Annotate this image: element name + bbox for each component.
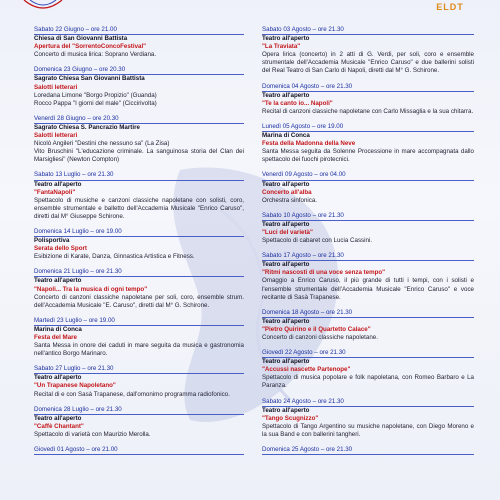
event-venue: Teatro all'aperto xyxy=(262,317,310,325)
event-date: Domenica 18 Agosto – ore 21.30 xyxy=(262,309,474,318)
event-item xyxy=(262,26,474,76)
event-date: Martedì 23 Luglio – ore 19.00 xyxy=(34,317,244,326)
event-description: Spettacolo di musica popolare e folk napoletana, con Romeo Barbaro e La Paranza. xyxy=(262,374,474,390)
event-venue: Sagrato Chiesa San Giovanni Battista xyxy=(34,75,145,83)
event-date: Domenica 23 Giugno – ore 20.30 xyxy=(34,66,244,75)
event-date: Sabato 17 Agosto – ore 21.30 xyxy=(262,252,474,261)
event-title: "Tango Scugnizzo" xyxy=(262,414,319,422)
event-title: "Caffè Chantant" xyxy=(34,422,84,430)
event-item xyxy=(34,228,244,261)
event-title: Apertura del "SorrentoConcoFestival" xyxy=(34,43,147,51)
event-description: Santa Messa seguita da Solenne Processione in mare accompagnata dallo spettacolo dei fuochi pirotecnici. xyxy=(262,148,474,164)
event-date: Lunedì 05 Agosto – ore 19.00 xyxy=(262,123,474,132)
event-title: "Un Trapanese Napoletano" xyxy=(34,382,116,390)
event-title: Concerto all'alba xyxy=(262,188,312,196)
event-venue: Teatro all'aperto xyxy=(262,180,310,188)
event-item xyxy=(262,123,474,164)
event-description: Loredana Limone "Borgo Propizio" (Guanda) Rocco Pappa "I giorni del male" (Ciccirivolta) xyxy=(34,91,157,107)
event-venue: Polisportiva xyxy=(34,237,70,245)
event-venue: Teatro all'aperto xyxy=(262,220,310,228)
event-description: Spettacolo di cabaret con Lucia Cassini. xyxy=(262,237,373,245)
event-description: Opera lirica (concerto) in 2 atti di G. Verdi, per soli, coro e ensemble strumentale dell'Accademia Musicale "Enrico Caruso" e due ballerini solisti del Real Teatro di San Carlo di Napoli, diretti dal M° G. Schirone. xyxy=(262,51,474,75)
event-item xyxy=(262,446,474,455)
event-date: Sabato 13 Luglio – ore 21.30 xyxy=(34,171,244,180)
festival-logo xyxy=(22,0,64,14)
event-description: Orchestra sinfonica. xyxy=(262,196,318,204)
event-title: Serata dello Sport xyxy=(34,245,87,253)
sponsor-logo-text: ELDT xyxy=(436,2,464,12)
event-item xyxy=(34,406,244,439)
event-item xyxy=(262,309,474,342)
event-item xyxy=(34,115,244,165)
event-item xyxy=(34,317,244,358)
event-venue: Teatro all'aperto xyxy=(34,414,82,422)
event-venue: Teatro all'aperto xyxy=(262,35,310,43)
event-title: "La Traviata" xyxy=(262,43,301,51)
event-description: Spettacolo di Tango Argentino su musiche napoletane, con Diego Moreno e la sua Band e con ballerini tangheri. xyxy=(262,422,474,438)
event-item xyxy=(262,212,474,245)
event-description: Concerto di canzoni classiche napoletane per soli, coro, ensemble strum. dell'Accademia Musicale "E. Caruso", diretti dal M° G. Schirone. xyxy=(34,293,244,309)
event-date: Sabato 24 Agosto – ore 21.30 xyxy=(262,398,474,407)
event-date: Giovedì 01 Agosto – ore 21.00 xyxy=(34,446,244,455)
event-venue: Marina di Conca xyxy=(34,325,82,333)
event-title: "Ritmi nascosti di una voce senza tempo" xyxy=(262,269,386,277)
event-title: "Accussì nascette Partenope" xyxy=(262,366,351,374)
event-item xyxy=(34,26,244,59)
event-item xyxy=(262,398,474,439)
event-item xyxy=(34,171,244,221)
event-item xyxy=(34,268,244,309)
event-venue: Marina di Conca xyxy=(262,132,310,140)
event-item xyxy=(262,83,474,116)
event-item xyxy=(34,446,244,455)
event-description: Spettacolo di varietà con Maurizio Merolla. xyxy=(34,430,151,438)
event-title: "Te la canto io... Napoli" xyxy=(262,99,333,107)
event-description: Concerto di canzoni classiche napoletane. xyxy=(262,334,378,341)
event-date: Domenica 14 Luglio – ore 19.00 xyxy=(34,228,244,237)
event-date: Venerdì 28 Giugno – ore 20.30 xyxy=(34,115,244,124)
event-venue: Teatro all'aperto xyxy=(262,91,310,99)
event-title: Festa del Mare xyxy=(34,334,77,341)
event-date: Venerdì 09 Agosto – ore 04.00 xyxy=(262,171,474,180)
event-venue: Teatro all'aperto xyxy=(34,374,82,382)
event-date: Sabato 22 Giugno – ore 21.00 xyxy=(34,26,244,35)
event-item xyxy=(34,66,244,107)
event-description: Recital di e con Sasà Trapanese, dall'omonimo programma radiofonico. xyxy=(34,390,230,398)
event-description: Omaggio a Enrico Caruso, il più grande di tutti i tempi, con i solisti e l'ensemble strumentale dell'Accademia Musicale "Enrico Caruso" e voce recitante di Sasà Trapanese. xyxy=(262,277,474,301)
event-title: "Luci del varietà" xyxy=(262,228,313,236)
event-title: Festa della Madonna della Neve xyxy=(262,140,356,148)
event-date: Sabato 10 Agosto – ore 21.30 xyxy=(262,212,474,221)
event-venue: Sagrato Chiesa S. Pancrazio Martire xyxy=(34,123,140,131)
event-title: Salotti letterari xyxy=(34,83,78,91)
event-item xyxy=(34,365,244,398)
event-date: Sabato 27 Luglio – ore 21.30 xyxy=(34,365,244,374)
event-date: Domenica 28 Luglio – ore 21.30 xyxy=(34,406,244,415)
event-date: Domenica 04 Agosto – ore 21.30 xyxy=(262,83,474,92)
event-title: "Napoli... Tra la musica di ogni tempo" xyxy=(34,285,148,293)
events-right-column xyxy=(262,26,474,462)
event-venue: Chiesa di San Giovanni Battista xyxy=(34,35,128,43)
event-title: "FantaNapoli" xyxy=(34,188,76,196)
event-description: Santa Messa in onore dei caduti in mare seguita da musica e gastronomia nell'antico Borgo Marinaro. xyxy=(34,342,244,358)
event-venue: Teatro all'aperto xyxy=(34,180,82,188)
event-venue: Teatro all'aperto xyxy=(34,277,82,285)
event-title: "Pietro Quirino e il Quartetto Calace" xyxy=(262,325,371,333)
event-description: Concerto di musica lirica: Soprano Verdiana. xyxy=(34,51,157,59)
event-date: Giovedì 22 Agosto – ore 21.30 xyxy=(262,349,474,358)
event-date: Domenica 25 Agosto – ore 21.30 xyxy=(262,446,474,455)
events-left-column xyxy=(34,26,244,462)
event-venue: Teatro all'aperto xyxy=(262,358,310,366)
event-description: Esibizione di Karate, Danza, Ginnastica Artistica e Fitness. xyxy=(34,253,195,261)
event-description: Spettacolo di musiche e canzoni classiche napoletane con solisti, coro, ensemble strumentale e balletto dell'Accademia Musicale "Enrico Caruso", diretti dal M° Giuseppe Schirone. xyxy=(34,196,244,220)
event-description: Recital di canzoni classiche napoletane con Carlo Missaglia e la sua chitarra. xyxy=(262,107,474,115)
event-date: Sabato 03 Agosto – ore 21.30 xyxy=(262,26,474,35)
event-venue: Teatro all'aperto xyxy=(262,261,310,269)
event-venue: Teatro all'aperto xyxy=(262,406,310,414)
sponsor-logo xyxy=(428,0,472,16)
event-item xyxy=(262,349,474,390)
event-description: Nicolò Angileri "Destini che nessuno sa" (La Zisa) Vito Bruschini "L'educazione criminale. La sanguinosa storia del Clan dei Marsigliesi" (Newton Compton) xyxy=(34,140,244,164)
event-item xyxy=(262,252,474,302)
event-item xyxy=(262,171,474,204)
event-date: Domenica 21 Luglio – ore 21.30 xyxy=(34,268,244,277)
event-title: Salotti letterari xyxy=(34,132,78,140)
